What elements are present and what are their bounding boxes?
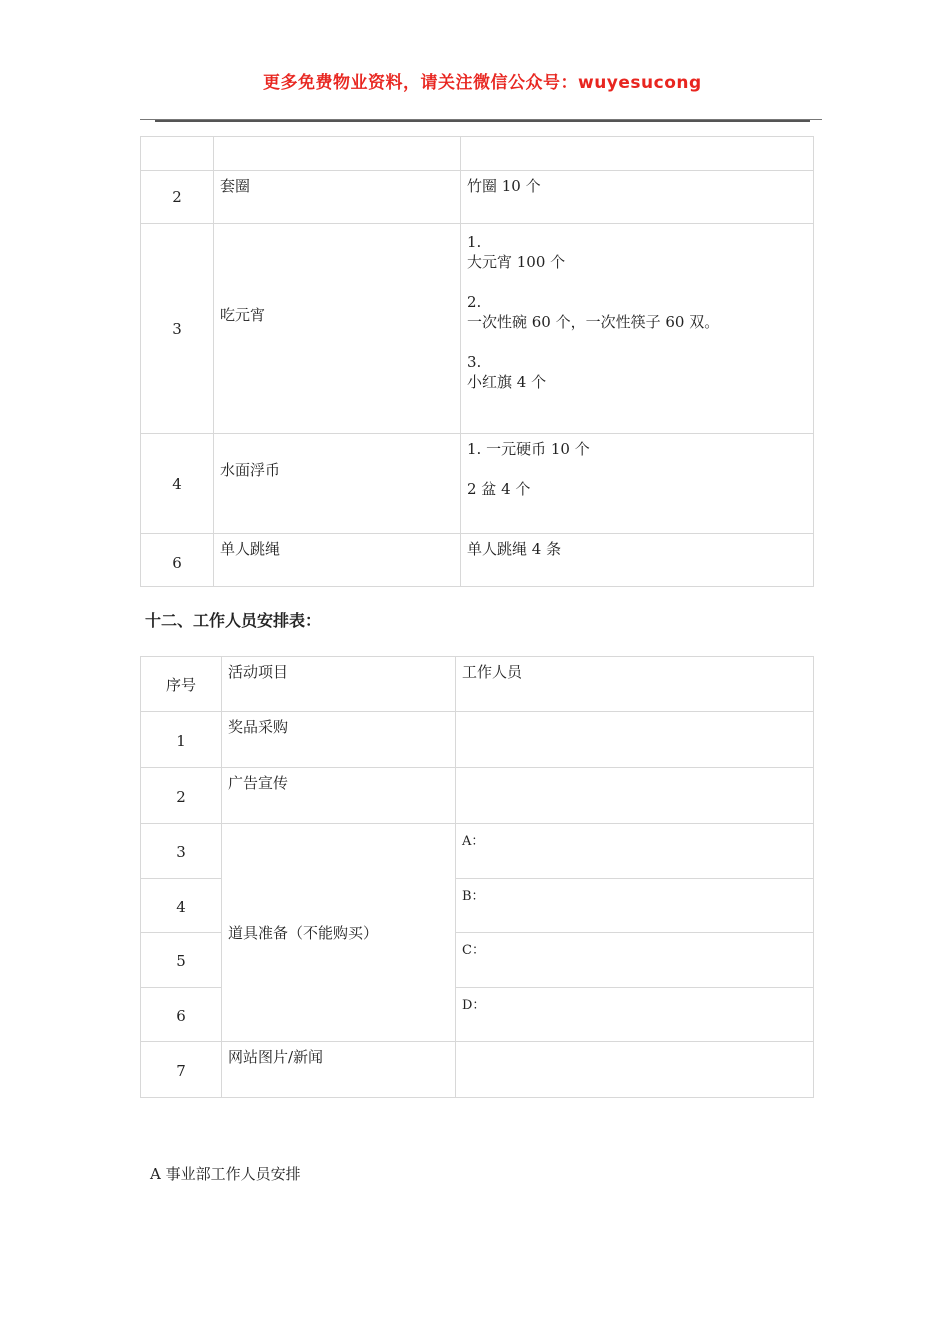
props-cell xyxy=(461,434,814,534)
activity-cell xyxy=(214,137,461,171)
activity-name: 道具准备（不能购买） xyxy=(228,923,379,942)
activity-cell xyxy=(222,824,456,1042)
table-row xyxy=(141,1042,814,1098)
activity-name: 奖品采购 xyxy=(228,718,289,736)
staff-cell xyxy=(456,1042,814,1098)
row-number: 4 xyxy=(141,879,222,933)
staff-cell xyxy=(456,712,814,768)
row-number: 7 xyxy=(141,1042,222,1098)
staff-slot-label: A： xyxy=(462,834,485,849)
table-row xyxy=(141,534,814,587)
staff-cell xyxy=(456,879,814,933)
table-row xyxy=(141,824,814,879)
activity-cell xyxy=(222,768,456,824)
header-rule-thick xyxy=(155,120,810,122)
activity-cell xyxy=(214,171,461,224)
row-number: 2 xyxy=(141,768,222,824)
activity-name: 单人跳绳 xyxy=(220,540,281,558)
activity-cell xyxy=(222,1042,456,1098)
staff-slot-label: C： xyxy=(462,943,485,958)
props-cell xyxy=(461,534,814,587)
row-number: 1 xyxy=(141,712,222,768)
row-number: 3 xyxy=(141,224,214,434)
activity-name: 吃元宵 xyxy=(220,305,266,324)
props-cell xyxy=(461,137,814,171)
staff-slot-label: D： xyxy=(462,998,486,1013)
activity-cell xyxy=(214,434,461,534)
activity-cell xyxy=(214,534,461,587)
header-staff: 工作人员 xyxy=(456,657,814,712)
row-number: 3 xyxy=(141,824,222,879)
activity-name: 网站图片/新闻 xyxy=(228,1048,324,1066)
table-row xyxy=(141,434,814,534)
staff-table xyxy=(140,656,814,1098)
header-num: 序号 xyxy=(141,657,222,712)
banner-text: 更多免费物业资料，请关注微信公众号：wuyesucong xyxy=(263,73,702,93)
staff-cell xyxy=(456,824,814,879)
props-table xyxy=(140,136,814,587)
staff-slot-label: B： xyxy=(462,889,485,904)
staff-cell xyxy=(456,768,814,824)
header-banner xyxy=(0,64,950,93)
props-list: 1. 大元宵 100 个 2. 一次性碗 60 个，一次性筷子 60 双。 3. 小红旗 4 个 xyxy=(467,233,720,391)
row-number: 5 xyxy=(141,933,222,988)
table-header-row xyxy=(141,657,814,712)
props-list: 1. 一元硬币 10 个 2 盆 4 个 xyxy=(467,440,590,498)
footer-text: A 事业部工作人员安排 xyxy=(150,1165,301,1183)
row-number: 6 xyxy=(141,534,214,587)
activity-cell xyxy=(222,712,456,768)
section-title: 十二、工作人员安排表： xyxy=(145,611,322,630)
activity-name: 广告宣传 xyxy=(228,774,289,792)
activity-cell xyxy=(214,224,461,434)
props-text: 单人跳绳 4 条 xyxy=(467,540,562,558)
props-cell xyxy=(461,224,814,434)
row-number: 6 xyxy=(141,988,222,1042)
table-row xyxy=(141,712,814,768)
row-number: 4 xyxy=(141,434,214,534)
table-row xyxy=(141,768,814,824)
activity-name: 套圈 xyxy=(220,177,251,195)
footer-cut-text xyxy=(0,1162,950,1183)
row-number: 2 xyxy=(141,171,214,224)
props-text: 竹圈 10 个 xyxy=(467,177,541,195)
props-cell xyxy=(461,171,814,224)
activity-name: 水面浮币 xyxy=(220,460,281,479)
table-row xyxy=(141,137,814,171)
row-number xyxy=(141,137,214,171)
staff-cell xyxy=(456,988,814,1042)
staff-cell xyxy=(456,933,814,988)
table-row xyxy=(141,171,814,224)
table-row xyxy=(141,224,814,434)
header-activity: 活动项目 xyxy=(222,657,456,712)
